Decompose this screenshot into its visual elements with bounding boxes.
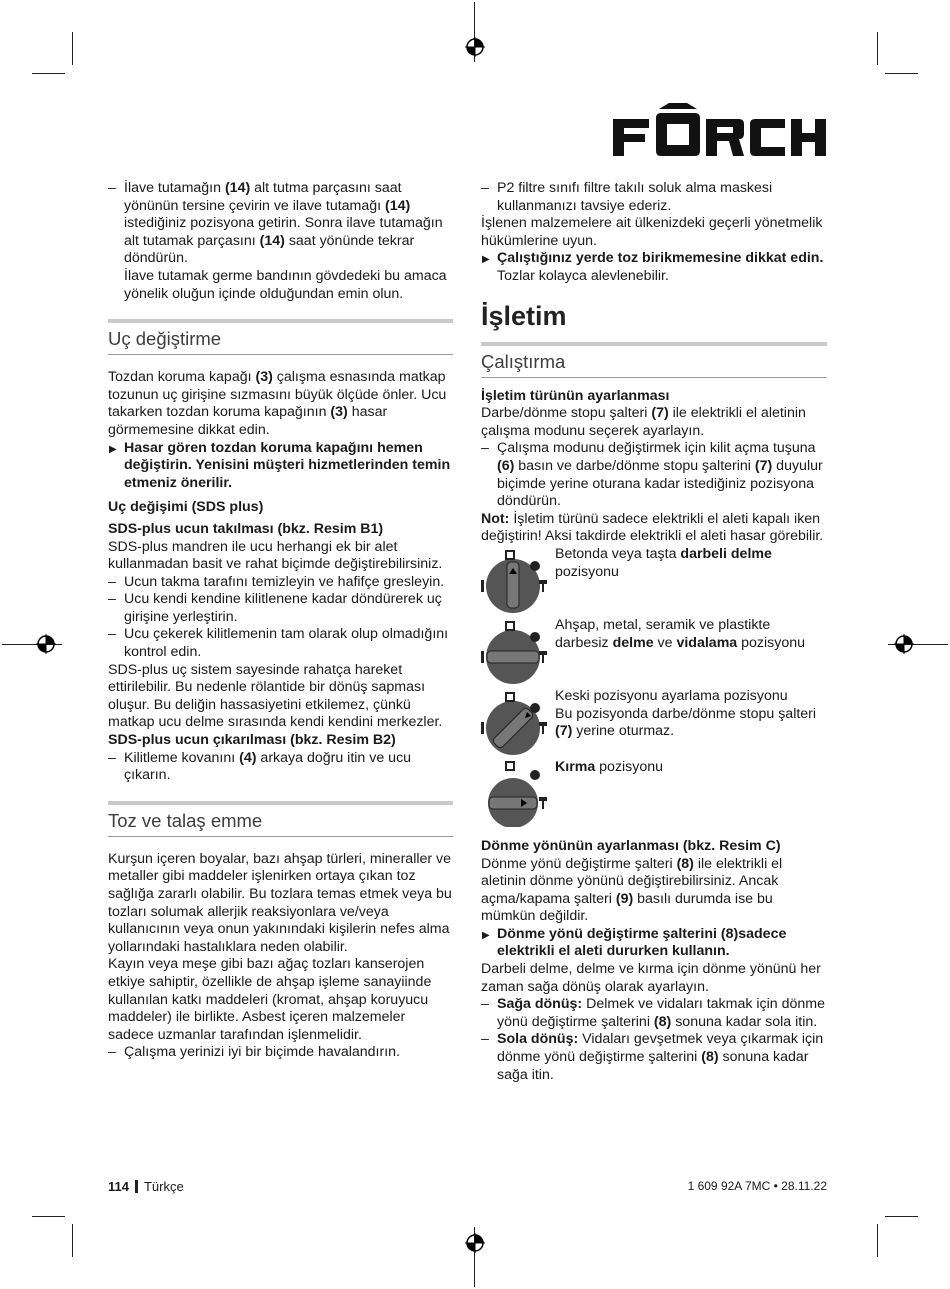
position-row-chisel-adjust (481, 688, 827, 759)
crop-mark (885, 73, 918, 74)
registration-mark-icon (465, 1233, 485, 1253)
position-row-drilling (481, 617, 827, 688)
subheading: İşletim türünün ayarlanması (481, 387, 670, 404)
paragraph: Tozdan koruma kapağı (3) çalışma esnasında matkap tozunun uç girişine sızmasını büyük ölçüde önler. Ucu takarken tozdan koruma kapağının (3) hasar görmemesine dikkat edin. (108, 369, 447, 438)
forch-logo (611, 103, 827, 157)
subheading: Uç değişimi (SDS plus) (108, 499, 264, 516)
position-text: Ahşap, metal, seramik ve plastikte darbesiz delme ve vidalama pozisyonu (555, 616, 806, 651)
paragraph: SDS-plus uç sistem sayesinde rahatça hareket ettirilebilir. Bu nedenle rölantide bir dönüş sapması oluşur. Bu deliğin hassasiyetini etkilemez, çünkü matkap ucu delme sırasında kendi kendini merkezler. (108, 661, 443, 731)
dash-item: – Çalışma modunu değiştirmek için kilit açma tuşuna (6) basın ve darbe/dönme stopu şalterini (7) duyulur biçimde yerine oturana kadar istediğiniz pozisyona döndürün. (481, 440, 827, 510)
separator-bar (135, 1180, 138, 1193)
paragraph: Dönme yönü değiştirme şalteri (8) ile elektrikli el aletinin dönme yönünü değiştirebilirsiniz. Ancak açma/kapama şalteri (9) basılı durumda ise bu mümkün değildir. (481, 855, 783, 925)
registration-mark-icon (36, 634, 56, 654)
dash-item: – P2 filtre sınıfı filtre takılı soluk alma maskesi kullanmanızı tavsiye ederiz. (481, 180, 827, 215)
dash-item: – Ucu kendi kendine kilitlenene kadar döndürerek uç girişine yerleştirin. (108, 591, 453, 626)
dash-item-left-rotation: – Sola dönüş: Vidaları gevşetmek veya çıkarmak için dönme yönü değiştirme şalterini (8) sonuna kadar sağa itin. (481, 1031, 827, 1084)
dash-item: – Ucu çekerek kilitlemenin tam olarak olup olmadığını kontrol edin. (108, 626, 453, 661)
paragraph: Kurşun içeren boyalar, bazı ahşap türleri, mineraller ve metaller gibi maddeler işlenirken ortaya çıkan toz sağlığa zararlı olabilir. Bu tozlara temas etmek veya bu tozları solumak allerjik reaksiyonlara ve/veya kullanıcının veya onun yakınındaki kişilerin nefes alma yollarındaki hastalıklara neden olabilir. (108, 850, 452, 955)
paragraph: SDS-plus mandren ile ucu herhangi ek bir alet kullanmadan basit ve rahat biçimde değiştirebilirsiniz. (108, 538, 443, 573)
subheading: SDS-plus ucun takılması (bkz. Resim B1) (108, 520, 384, 537)
chapter-title: İşletim (481, 300, 567, 331)
chisel-adjust-dial-icon (481, 688, 553, 756)
crop-mark (877, 32, 878, 65)
section-title-bit-change: Uç değiştirme (108, 319, 453, 355)
warning-item (481, 250, 827, 285)
dash-item: – Kilitleme kovanını (4) arkaya doğru itin ve ucu çıkarın. (108, 750, 453, 785)
crop-mark (32, 1216, 65, 1217)
paragraph: Darbeli delme, delme ve kırma için dönme yönünü her zaman sağa dönüş olarak ayarlayın. (481, 961, 821, 995)
section-title-operation: Çalıştırma (481, 342, 827, 378)
paragraph: Kayın veya meşe gibi bazı ağaç tozları kanserojen etkiye sahiptir, özellikle de ahşap işleme sanayiinde kullanılan katkı maddeleri (kromat, ahşap koruyucu maddeler) ile birlikte. Asbest içeren malzemeler sadece uzmanlar tarafından işlenmelidir. (108, 956, 432, 1043)
chisel-dial-icon (481, 759, 553, 827)
position-text: Kırma pozisyonu (555, 758, 664, 775)
document-code: 1 609 92A 7MC • 28.11.22 (687, 1179, 827, 1193)
warning-item: ▶ Dönme yönü değiştirme şalterini (8)sadece elektrikli el aleti dururken kullanın. (481, 926, 827, 961)
subheading: Dönme yönünün ayarlanması (bkz. Resim C) (481, 837, 781, 854)
hammer-drill-dial-icon (481, 546, 553, 614)
paragraph: Darbe/dönme stopu şalteri (7) ile elektrikli el aletinin çalışma modunu seçerek ayarlayın. (481, 405, 806, 439)
warning-item: ▶ Hasar gören tozdan koruma kapağını hemen değiştirin. Yenisini müşteri hizmetlerinden temin etmeniz önerilir. (108, 440, 453, 493)
left-column (108, 180, 453, 1062)
note-paragraph: Not: İşletim türünü sadece elektrikli el aleti kapalı iken değiştirin! Aksi takdirde elektrikli el aleti hasar görebilir. (481, 510, 824, 545)
section-title-dust-extraction: Toz ve talaş emme (108, 801, 453, 837)
registration-mark-icon (894, 634, 914, 654)
crop-mark (885, 1216, 918, 1217)
right-column (481, 180, 827, 1084)
crop-mark (72, 32, 73, 65)
dash-item: – Çalışma yerinizi iyi bir biçimde havalandırın. (108, 1044, 453, 1062)
warning-bold-text: Çalıştığınız yerde toz birikmemesine dikkat edin. (497, 250, 824, 267)
dash-item: – Ucun takma tarafını temizleyin ve hafifçe gresleyin. (108, 574, 453, 592)
page-footer (108, 1179, 184, 1194)
registration-mark-icon (465, 37, 485, 57)
language-label: Türkçe (143, 1179, 184, 1194)
warning-normal-text: Tozlar kolayca alevlenebilir. (497, 267, 669, 284)
paragraph: İşlenen malzemelere ait ülkenizdeki geçerli yönetmelik hükümlerine uyun. (481, 215, 823, 249)
dash-item-right-rotation: – Sağa dönüş: Delmek ve vidaları takmak için dönme yönü değiştirme şalterini (8) sonuna kadar sola itin. (481, 996, 827, 1031)
position-row-chiseling (481, 759, 827, 831)
position-text: Betonda veya taşta darbeli delme pozisyonu (555, 545, 772, 580)
position-row-hammer-drilling (481, 546, 827, 617)
crop-mark (877, 1224, 878, 1257)
position-text: Keski pozisyonu ayarlama pozisyonu Bu pozisyonda darbe/dönme stopu şalteri (7) yerine oturmaz. (555, 687, 817, 740)
crop-mark (72, 1224, 73, 1257)
subheading: SDS-plus ucun çıkarılması (bkz. Resim B2) (108, 732, 396, 749)
intro-dash-item: – İlave tutamağın (14) alt tutma parçasını saat yönünün tersine çevirin ve ilave tutamağı (14) istediğiniz pozisyona getirin. Sonra ilave tutamağın alt tutamak parçasını (14) saat yönünde tekrar döndürün. İlave tutamak germe bandının gövdedeki bu amaca yönelik oluğun içinde olduğundan emin olun. (108, 180, 453, 303)
page-number: 114 (108, 1179, 129, 1194)
crop-mark (32, 73, 65, 74)
drill-dial-icon (481, 617, 553, 685)
